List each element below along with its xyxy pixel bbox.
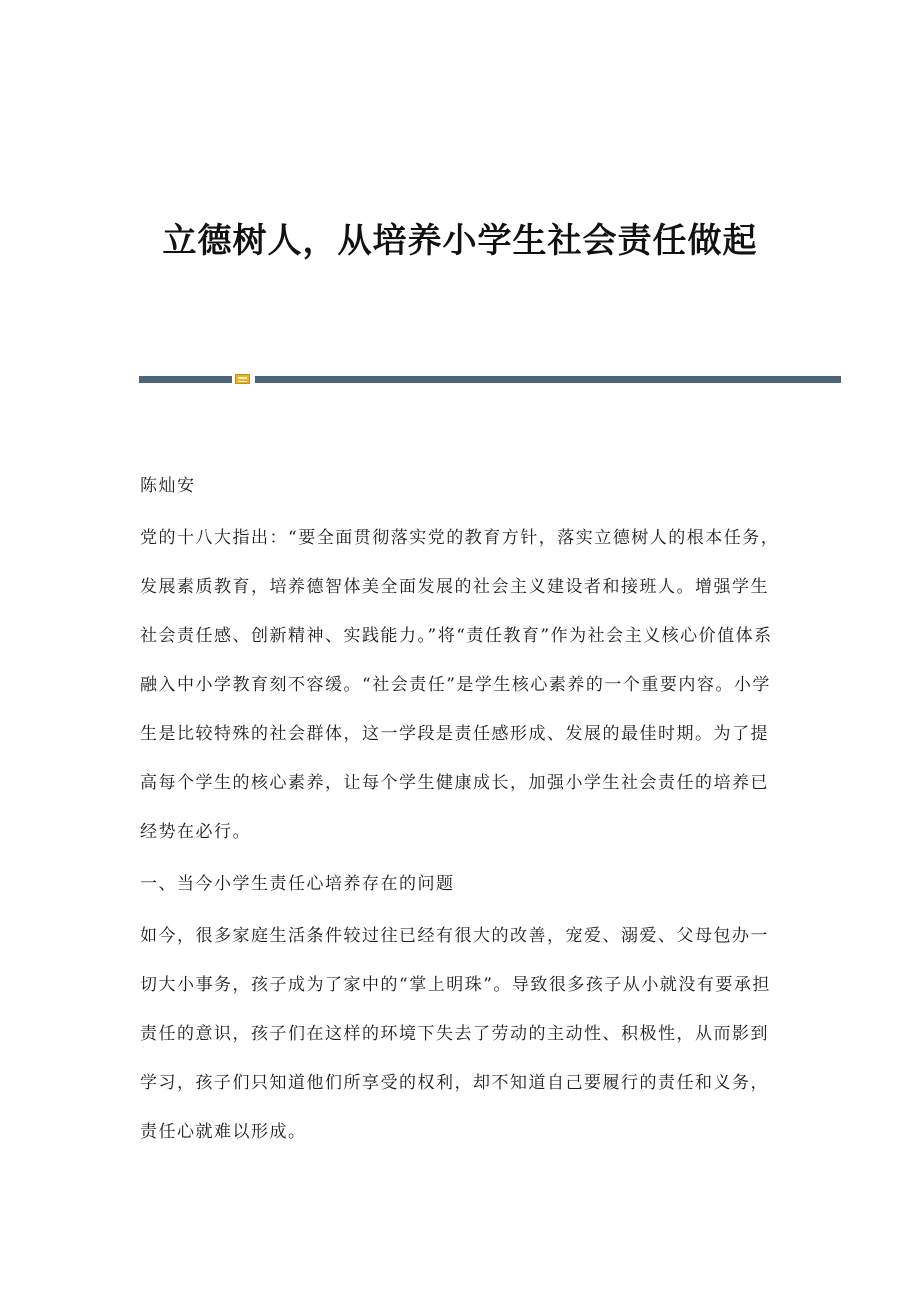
- divider-ornament-icon: [235, 374, 250, 384]
- divider-left-bar: [139, 376, 232, 383]
- section-heading: 一、当今小学生责任心培养存在的问题: [140, 874, 455, 894]
- author-name: 陈灿安: [140, 476, 196, 496]
- paragraph-intro: 党的十八大指出：“要全面贯彻落实党的教育方针，落实立德树人的根本任务，发展素质教育，培养德智体美全面发展的社会主义建设者和接班人。增强学生社会责任感、创新精神、实践能力。”将“责任教育”作为社会主义核心价值体系融入中小学教育刻不容缓。“社会责任”是学生核心素养的一个重要内容。小学生是比较特殊的社会群体，这一学段是责任感形成、发展的最佳时期。为了提高每个学生的核心素养，让每个学生健康成长，加强小学生社会责任的培养已经势在必行。: [140, 528, 780, 842]
- document-title: 立德树人，从培养小学生社会责任做起: [162, 221, 758, 261]
- title-divider: [139, 374, 841, 384]
- divider-right-bar: [255, 376, 841, 383]
- paragraph-problem: 如今，很多家庭生活条件较过往已经有很大的改善，宠爱、溺爱、父母包办一切大小事务，孩子成为了家中的“掌上明珠”。导致很多孩子从小就没有要承担责任的意识，孩子们在这样的环境下失去了劳动的主动性、积极性，从而影到学习，孩子们只知道他们所享受的权利，却不知道自己要履行的责任和义务，责任心就难以形成。: [140, 926, 771, 1142]
